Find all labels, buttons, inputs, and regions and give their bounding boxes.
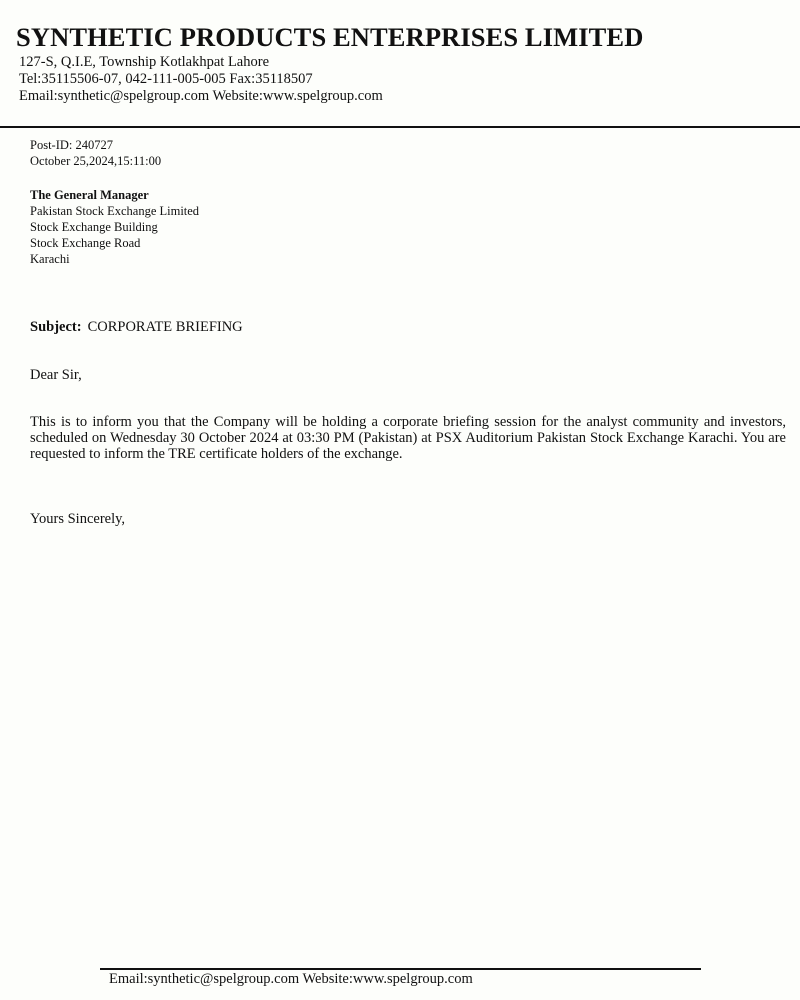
footer-divider — [100, 968, 701, 970]
company-address: 127-S, Q.I.E, Township Kotlakhpat Lahore — [19, 54, 270, 70]
salutation: Dear Sir, — [30, 367, 82, 383]
recipient-title: The General Manager — [30, 188, 149, 202]
subject-value: CORPORATE BRIEFING — [87, 319, 243, 335]
footer-email-website: Email:synthetic@spelgroup.com Website:www.spelgroup.com — [109, 971, 473, 987]
subject-label: Subject: — [30, 319, 82, 335]
recipient-line: Stock Exchange Road — [30, 236, 141, 250]
company-phone-fax: Tel:35115506-07, 042-111-005-005 Fax:35118507 — [19, 71, 313, 87]
recipient-line: Stock Exchange Building — [30, 220, 158, 234]
company-email-website: Email:synthetic@spelgroup.com Website:www.spelgroup.com — [19, 88, 383, 104]
recipient-line: Karachi — [30, 252, 70, 266]
subject-line — [30, 319, 243, 336]
recipient-line: Pakistan Stock Exchange Limited — [30, 204, 200, 218]
company-name: SYNTHETIC PRODUCTS ENTERPRISES LIMITED — [16, 22, 644, 52]
post-id: Post-ID: 240727 — [30, 138, 113, 152]
letter-body: This is to inform you that the Company will be holding a corporate briefing session for the analyst community and investors, scheduled on Wednesday 30 October 2024 at 03:30 PM (Pakistan) at PSX Auditorium Pakistan Stock Exchange Karachi. You are requested to inform the TRE certificate holders of the exchange. — [30, 414, 786, 462]
letterhead — [0, 0, 800, 128]
post-datetime: October 25,2024,15:11:00 — [30, 154, 162, 168]
closing: Yours Sincerely, — [30, 511, 126, 527]
